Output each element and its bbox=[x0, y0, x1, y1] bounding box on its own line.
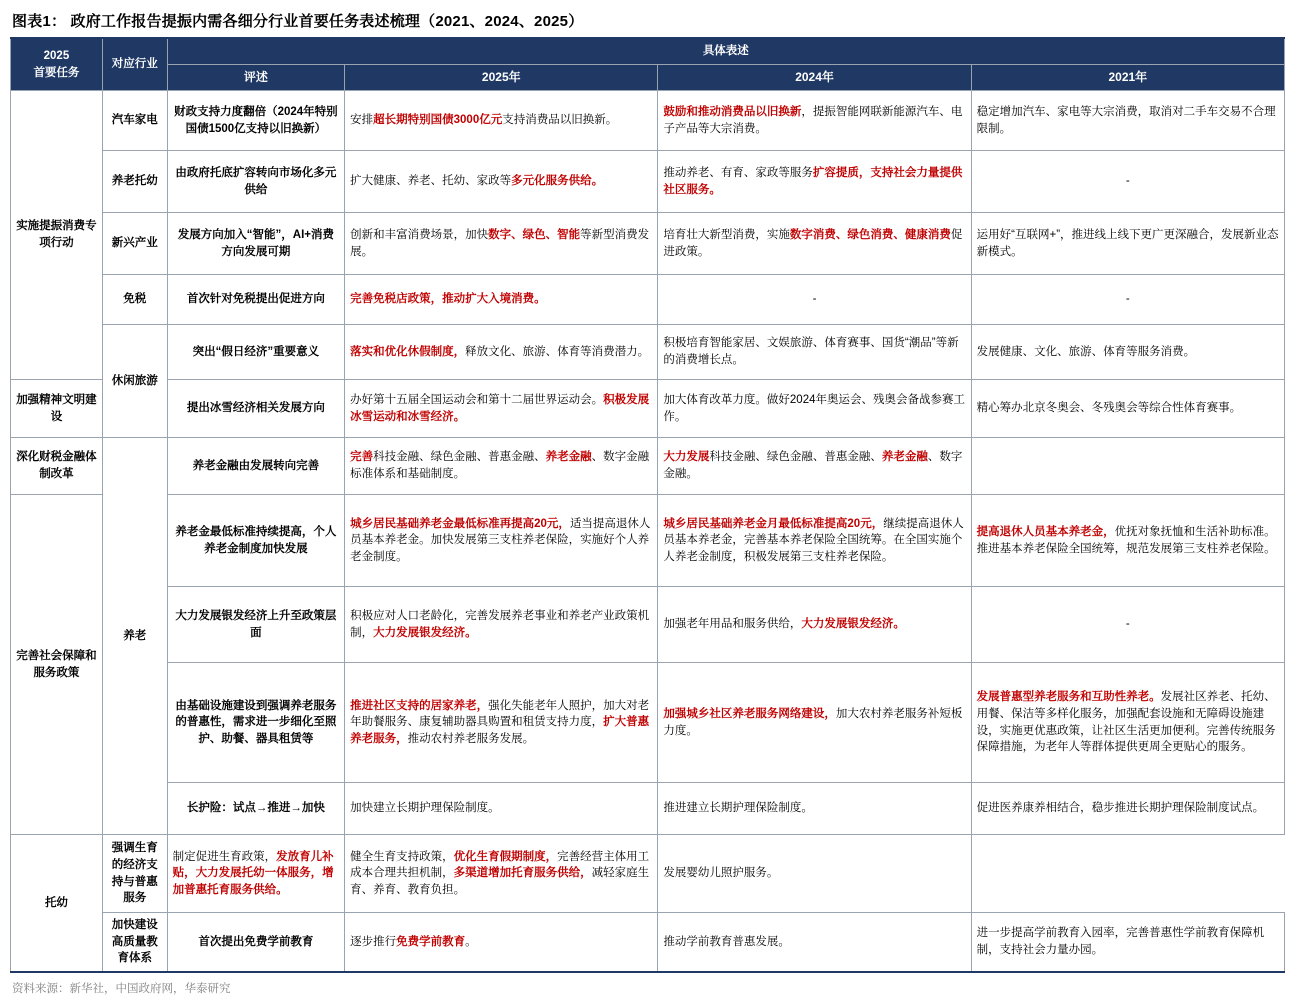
description-cell bbox=[167, 495, 345, 587]
description-cell bbox=[167, 91, 345, 151]
plain-text: 科技金融、绿色金融、普惠金融、 bbox=[373, 451, 546, 464]
cell-2024 bbox=[658, 325, 971, 380]
industry-cell: 养老托幼 bbox=[102, 151, 167, 213]
plain-text: 等新型消费发展。 bbox=[350, 228, 650, 258]
plain-text: 安排 bbox=[350, 114, 374, 127]
highlight-text: 推进社区支持的居家养老， bbox=[350, 699, 489, 712]
table-head bbox=[11, 38, 1285, 91]
plain-text: 首次提出免费学前教育 bbox=[198, 935, 314, 948]
plain-text: - bbox=[812, 293, 817, 306]
industry-cell: 托幼 bbox=[11, 835, 103, 973]
table-row bbox=[11, 438, 1285, 495]
highlight-text: 大力发展银发经济。 bbox=[373, 626, 477, 639]
highlight-text: 多元化服务供给。 bbox=[511, 175, 604, 188]
highlight-text: 大力发展 bbox=[663, 451, 710, 464]
plain-text: 加大体育改革力度。做好2024年奥运会、残奥会备战参赛工作。 bbox=[663, 393, 965, 423]
description-cell bbox=[167, 587, 345, 663]
header-industry: 对应行业 bbox=[102, 38, 167, 91]
highlight-text: 优化生育假期制度， bbox=[453, 850, 558, 863]
industry-cell: 新兴产业 bbox=[102, 213, 167, 275]
policy-comparison-table bbox=[10, 37, 1285, 973]
cell-2025 bbox=[345, 325, 658, 380]
cell-2025 bbox=[167, 835, 345, 913]
plain-text: - bbox=[1125, 618, 1130, 631]
header-year-2024: 2024年 bbox=[658, 64, 971, 90]
table-row bbox=[11, 275, 1285, 325]
plain-text: 推动养老、有育、家政等服务 bbox=[663, 166, 813, 179]
plain-text: 健全生育支持政策， bbox=[350, 850, 454, 863]
plain-text: 发展健康、文化、旅游、体育等服务消费。 bbox=[976, 345, 1196, 358]
header-task bbox=[11, 38, 103, 91]
cell-2025 bbox=[345, 275, 658, 325]
description-cell bbox=[167, 275, 345, 325]
cell-2024 bbox=[658, 275, 971, 325]
plain-text: 积极应对人口老龄化，完善发展养老事业和养老产业政策机制， bbox=[350, 609, 650, 639]
plain-text: 办好第十五届全国运动会和第十二届世界运动会。 bbox=[350, 393, 604, 406]
highlight-text: 扩大普惠养老服务， bbox=[350, 716, 650, 745]
highlight-text: 发展普惠型养老服务和互助性养老。 bbox=[976, 691, 1161, 704]
plain-text: 培育壮大新型消费，实施 bbox=[663, 228, 790, 241]
highlight-text: 加强城乡社区养老服务网络建设， bbox=[663, 707, 836, 720]
plain-text: 推动农村养老服务发展。 bbox=[407, 732, 535, 745]
highlight-text: 积极发展冰雪运动和冰雪经济。 bbox=[350, 393, 650, 423]
plain-text: 完善经营主体用工成本合理共担机制， bbox=[350, 850, 650, 880]
cell-2021 bbox=[971, 91, 1284, 151]
task-cell: 加快建设高质量教育体系 bbox=[102, 913, 167, 973]
table-row bbox=[11, 380, 1285, 438]
table-row bbox=[11, 913, 1285, 973]
cell-2025 bbox=[345, 587, 658, 663]
highlight-text: 城乡居民基础养老金最低标准再提高20元， bbox=[350, 517, 570, 530]
plain-text: 由基础设施建设到强调养老服务的普惠性，需求进一步细化至照护、助餐、器具租赁等 bbox=[175, 699, 337, 745]
plain-text: 创新和丰富消费场景，加快 bbox=[350, 228, 489, 241]
table-row bbox=[11, 587, 1285, 663]
plain-text: 强调生育的经济支持与普惠服务 bbox=[111, 842, 158, 905]
plain-text: 、数字金融。 bbox=[663, 451, 963, 481]
cell-2024 bbox=[658, 587, 971, 663]
plain-text: 扩大健康、养老、托幼、家政等 bbox=[350, 175, 512, 188]
plain-text: 发展社区养老、托幼、用餐、保洁等多样化服务，加强配套设施和无障碍设施建设，实施更优惠政策，让社区生活更加便利。完善传统服务保障措施，为老年人等群体提供更周全更贴心的服务。 bbox=[976, 691, 1276, 754]
header-group-statement: 具体表述 bbox=[167, 38, 1284, 64]
highlight-text: 鼓励和推动消费品以旧换新 bbox=[663, 105, 802, 118]
cell-2024 bbox=[658, 913, 971, 973]
cell-2021 bbox=[971, 663, 1284, 783]
header-task-line2: 首要任务 bbox=[33, 66, 80, 79]
header-year-2025: 2025年 bbox=[345, 64, 658, 90]
plain-text: 进一步提高学前教育入园率，完善普惠性学前教育保障机制，支持社会力量办园。 bbox=[976, 927, 1265, 957]
description-cell bbox=[167, 380, 345, 438]
cell-2021 bbox=[971, 783, 1284, 835]
cell-2024 bbox=[658, 151, 971, 213]
task-cell: 加强精神文明建设 bbox=[11, 380, 103, 438]
plain-text: 精心筹办北京冬奥会、冬残奥会等综合性体育赛事。 bbox=[976, 402, 1242, 415]
cell-2025 bbox=[345, 91, 658, 151]
description-cell bbox=[102, 835, 167, 913]
plain-text: ，提振智能网联新能源汽车、电子产品等大宗消费。 bbox=[663, 105, 963, 135]
plain-text: 首次针对免税提出促进方向 bbox=[186, 293, 325, 306]
plain-text: 适当提高退休人员基本养老金。加快发展第三支柱养老保险，实施好个人养老金制度。 bbox=[350, 517, 651, 563]
table-row bbox=[11, 151, 1285, 213]
highlight-text: 多渠道增加托育服务供给， bbox=[453, 867, 592, 880]
plain-text: 突出“假日经济”重要意义 bbox=[192, 345, 320, 358]
task-cell: 实施提振消费专项行动 bbox=[11, 91, 103, 380]
industry-cell: 养老 bbox=[102, 438, 167, 835]
plain-text: 提出冰雪经济相关发展方向 bbox=[186, 402, 325, 415]
description-cell bbox=[167, 325, 345, 380]
plain-text: 大力发展银发经济上升至政策层面 bbox=[175, 609, 337, 639]
highlight-text: 数字消费、绿色消费、健康消费 bbox=[789, 228, 951, 241]
cell-2024 bbox=[658, 495, 971, 587]
cell-2025 bbox=[345, 380, 658, 438]
table-row bbox=[11, 835, 1285, 913]
cell-2021 bbox=[971, 495, 1284, 587]
industry-cell: 休闲旅游 bbox=[102, 325, 167, 438]
plain-text: 养老金最低标准持续提高，个人养老金制度加快发展 bbox=[175, 525, 337, 555]
highlight-text: 数字、绿色、智能 bbox=[488, 228, 581, 241]
plain-text: 加快建立长期护理保险制度。 bbox=[350, 802, 500, 815]
plain-text: 。 bbox=[465, 935, 477, 948]
plain-text: 发展婴幼儿照护服务。 bbox=[663, 867, 779, 880]
table-row bbox=[11, 213, 1285, 275]
plain-text: 优抚对象抚恤和生活补助标准。推进基本养老保险全国统筹，规范发展第三支柱养老保险。 bbox=[976, 525, 1276, 555]
plain-text: 促进政策。 bbox=[663, 228, 963, 258]
cell-2025 bbox=[345, 495, 658, 587]
cell-2021 bbox=[971, 587, 1284, 663]
page-title: 图表1： 政府工作报告提振内需各细分行业首要任务表述梳理（2021、2024、2025） bbox=[12, 13, 584, 30]
highlight-text: 养老金融 bbox=[881, 451, 928, 464]
plain-text: 逐步推行 bbox=[350, 935, 397, 948]
plain-text: 推进建立长期护理保险制度。 bbox=[663, 802, 813, 815]
cell-2024 bbox=[658, 438, 971, 495]
plain-text: 继续提高退休人员基本养老金，完善基本养老保险全国统筹。在全国实施个人养老金制度，积极发展第三支柱养老保险。 bbox=[663, 517, 964, 563]
cell-2025 bbox=[345, 913, 658, 973]
header-desc: 评述 bbox=[167, 64, 345, 90]
highlight-text: 养老金融 bbox=[545, 451, 592, 464]
highlight-text: 免费学前教育 bbox=[396, 935, 466, 948]
plain-text: 释放文化、旅游、体育等消费潜力。 bbox=[465, 345, 650, 358]
plain-text: 支持消费品以旧换新。 bbox=[502, 114, 618, 127]
highlight-text: 提高退休人员基本养老金， bbox=[976, 525, 1115, 538]
plain-text: 发展方向加入“智能”，AI+消费方向发展可期 bbox=[177, 228, 334, 258]
plain-text: 稳定增加汽车、家电等大宗消费，取消对二手车交易不合理限制。 bbox=[976, 105, 1276, 135]
header-task-line1: 2025 bbox=[43, 49, 70, 62]
cell-2021 bbox=[971, 151, 1284, 213]
cell-2025 bbox=[345, 663, 658, 783]
cell-2021 bbox=[658, 835, 971, 913]
table-row bbox=[11, 663, 1285, 783]
cell-2024 bbox=[345, 835, 658, 913]
highlight-text: 发放育儿补贴，大力发展托幼一体服务，增加普惠托育服务供给。 bbox=[172, 850, 334, 896]
plain-text: 减轻家庭生育、养育、教育负担。 bbox=[350, 867, 650, 896]
cell-2024 bbox=[658, 380, 971, 438]
description-cell bbox=[167, 151, 345, 213]
cell-2021 bbox=[971, 438, 1284, 495]
cell-2024 bbox=[658, 663, 971, 783]
cell-2025 bbox=[345, 213, 658, 275]
highlight-text: 落实和优化休假制度， bbox=[350, 345, 466, 358]
highlight-text: 扩容提质，支持社会力量提供社区服务。 bbox=[663, 166, 963, 196]
highlight-text: 城乡居民基础养老金月最低标准提高20元， bbox=[663, 517, 884, 530]
source-note: 资料来源：新华社，中国政府网，华泰研究 bbox=[12, 983, 231, 996]
task-cell: 深化财税金融体制改革 bbox=[11, 438, 103, 495]
plain-text: 强化失能老年人照护，加大对老年助餐服务、康复辅助器具购置和租赁支持力度， bbox=[350, 699, 650, 729]
highlight-text: 完善 bbox=[350, 451, 374, 464]
header-year-2021: 2021年 bbox=[971, 64, 1284, 90]
cell-2021 bbox=[971, 275, 1284, 325]
plain-text: 、数字金融标准体系和基础制度。 bbox=[350, 451, 650, 481]
table-row bbox=[11, 91, 1285, 151]
description-cell bbox=[167, 663, 345, 783]
highlight-text: 完善免税店政策，推动扩大入境消费。 bbox=[350, 293, 546, 306]
table-row bbox=[11, 325, 1285, 380]
plain-text: 积极培育智能家居、文娱旅游、体育赛事、国货“潮品”等新的消费增长点。 bbox=[663, 337, 959, 367]
plain-text: 加强老年用品和服务供给， bbox=[663, 618, 802, 631]
plain-text: 推动学前教育普惠发展。 bbox=[663, 935, 790, 948]
cell-2025 bbox=[345, 438, 658, 495]
description-cell bbox=[167, 438, 345, 495]
cell-2021 bbox=[971, 380, 1284, 438]
cell-2021 bbox=[971, 913, 1284, 973]
highlight-text: 超长期特别国债3000亿元 bbox=[373, 114, 503, 127]
plain-text: 养老金融由发展转向完善 bbox=[192, 459, 320, 472]
plain-text: 由政府托底扩容转向市场化多元供给 bbox=[175, 166, 337, 196]
cell-2024 bbox=[658, 783, 971, 835]
cell-2025 bbox=[345, 151, 658, 213]
cell-2021 bbox=[971, 325, 1284, 380]
description-cell bbox=[167, 783, 345, 835]
plain-text: 财政支持力度翻倍（2024年特别国债1500亿支持以旧换新） bbox=[174, 105, 338, 135]
table-row bbox=[11, 783, 1285, 835]
industry-cell: 免税 bbox=[102, 275, 167, 325]
table-body bbox=[11, 91, 1285, 973]
plain-text: 运用好“互联网+”，推进线上线下更广更深融合，发展新业态新模式。 bbox=[976, 228, 1279, 258]
plain-text: 加大农村养老服务补短板力度。 bbox=[663, 707, 963, 737]
plain-text: 科技金融、绿色金融、普惠金融、 bbox=[709, 451, 882, 464]
cell-2024 bbox=[658, 213, 971, 275]
cell-2025 bbox=[345, 783, 658, 835]
plain-text: 制定促进生育政策， bbox=[172, 850, 277, 863]
description-cell bbox=[167, 213, 345, 275]
cell-2024 bbox=[658, 91, 971, 151]
table-header-row-1 bbox=[11, 38, 1285, 64]
plain-text: - bbox=[1125, 293, 1130, 306]
plain-text: - bbox=[1125, 175, 1130, 188]
table-row bbox=[11, 495, 1285, 587]
plain-text: 长护险：试点→推进→加快 bbox=[186, 802, 325, 815]
task-cell: 完善社会保障和服务政策 bbox=[11, 495, 103, 835]
description-cell bbox=[167, 913, 345, 973]
cell-2021 bbox=[971, 213, 1284, 275]
table-header-row-2 bbox=[11, 64, 1285, 90]
plain-text: 促进医养康养相结合，稳步推进长期护理保险制度试点。 bbox=[976, 802, 1265, 815]
industry-cell: 汽车家电 bbox=[102, 91, 167, 151]
highlight-text: 大力发展银发经济。 bbox=[801, 618, 905, 631]
